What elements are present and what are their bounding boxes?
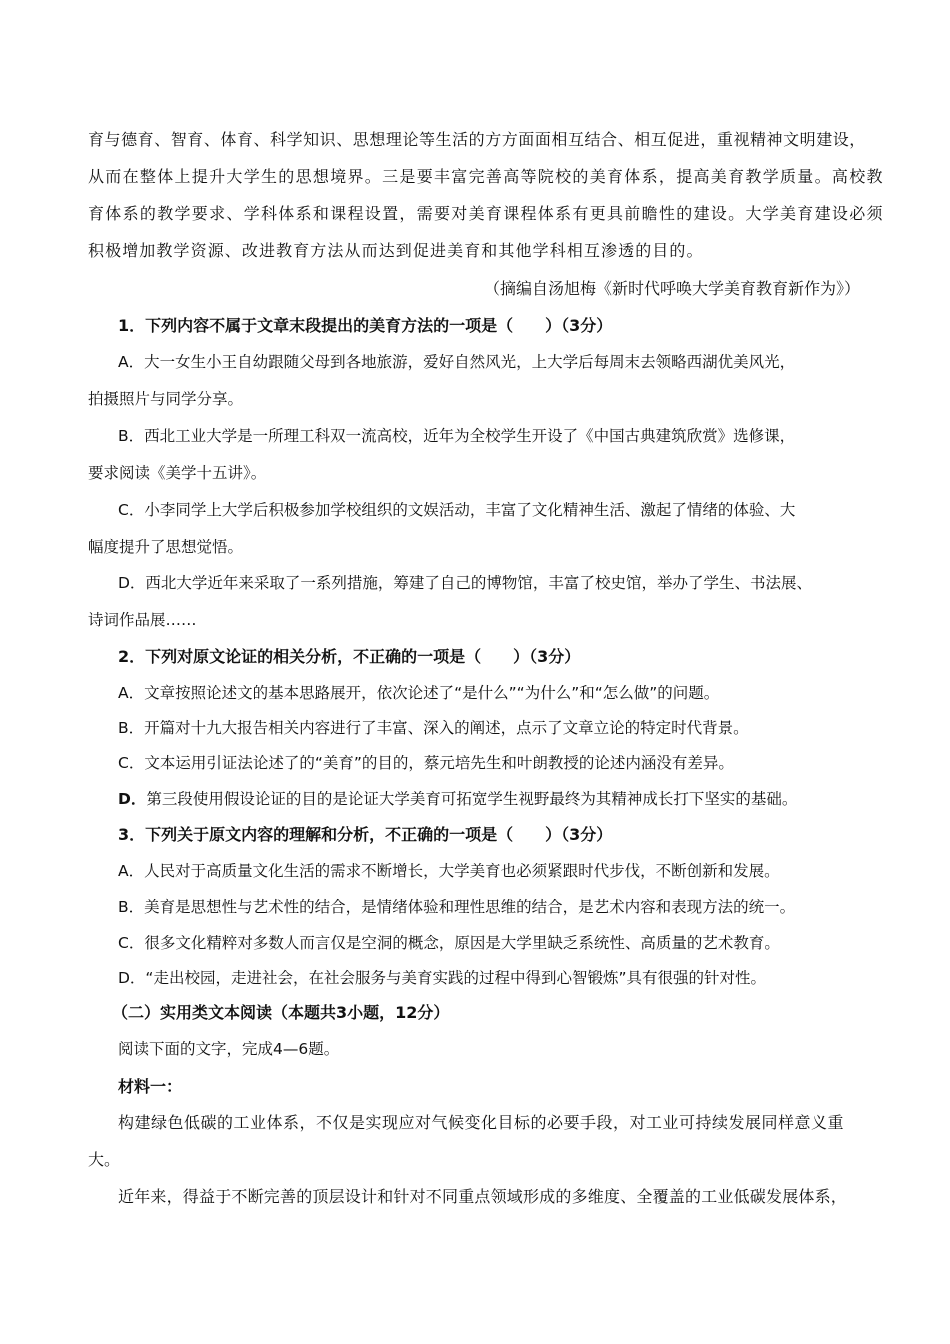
q3-option-a: A．人民对于高质量文化生活的需求不断增长，大学美育也必须紧跟时代步伐，不断创新和发展。 <box>118 862 780 880</box>
passage-line: 育体系的教学要求、学科体系和课程设置，需要对美育课程体系有更具前瞻性的建设。大学美育建设必须 <box>88 204 884 223</box>
q1-option-c-cont: 幅度提升了思想觉悟。 <box>88 538 244 556</box>
q3-option-b: B．美育是思想性与艺术性的结合，是情绪体验和理性思维的结合，是艺术内容和表现方法的统一。 <box>118 898 796 916</box>
material-paragraph-cont: 大。 <box>88 1150 121 1169</box>
question-3-stem: 3．下列关于原文内容的理解和分析，不正确的一项是（ ）（3分） <box>118 825 613 844</box>
source-citation: （摘编自汤旭梅《新时代呼唤大学美育教育新作为》） <box>483 279 860 298</box>
material-paragraph: 近年来，得益于不断完善的顶层设计和针对不同重点领域形成的多维度、全覆盖的工业低碳发展体系， <box>118 1187 848 1206</box>
q2-option-d-text: 第三段使用假设论证的目的是论证大学美育可拓宽学生视野最终为其精神成长打下坚实的基础。 <box>146 790 798 808</box>
q1-option-b-cont: 要求阅读《美学十五讲》。 <box>88 464 267 482</box>
passage-line: 积极增加教学资源、改进教育方法从而达到促进美育和其他学科相互渗透的目的。 <box>88 241 704 260</box>
passage-line: 从而在整体上提升大学生的思想境界。三是要丰富完善高等院校的美育体系，提高美育教学质量。高校教 <box>88 167 884 186</box>
q2-option-d <box>118 789 797 809</box>
q1-option-a-cont: 拍摄照片与同学分享。 <box>88 390 244 408</box>
section-instruction: 阅读下面的文字，完成4—6题。 <box>118 1040 340 1058</box>
passage-line: 育与德育、智育、体育、科学知识、思想理论等生活的方方面面相互结合、相互促进，重视精神文明建设， <box>88 130 866 149</box>
q2-option-c: C．文本运用引证法论述了的“美育”的目的，蔡元培先生和叶朗教授的论述内涵没有差异。 <box>118 754 734 772</box>
material-paragraph: 构建绿色低碳的工业体系，不仅是实现应对气候变化目标的必要手段，对工业可持续发展同样意义重 <box>118 1113 845 1132</box>
question-2-stem: 2．下列对原文论证的相关分析，不正确的一项是（ ）（3分） <box>118 647 581 666</box>
q2-option-b: B．开篇对十九大报告相关内容进行了丰富、深入的阐述，点示了文章立论的特定时代背景。 <box>118 719 749 737</box>
q1-option-c: C．小李同学上大学后积极参加学校组织的文娱活动，丰富了文化精神生活、激起了情绪的体验、大 <box>118 501 796 519</box>
q1-option-b: B．西北工业大学是一所理工科双一流高校，近年为全校学生开设了《中国古典建筑欣赏》选修课， <box>118 427 796 445</box>
question-1-stem: 1．下列内容不属于文章末段提出的美育方法的一项是（ ）（3分） <box>118 316 613 335</box>
q3-option-d: D．“走出校园，走进社会，在社会服务与美育实践的过程中得到心智锻炼”具有很强的针对性。 <box>118 969 766 987</box>
q3-option-c: C．很多文化精粹对多数人而言仅是空洞的概念，原因是大学里缺乏系统性、高质量的艺术教育。 <box>118 934 780 952</box>
section-heading: （二）实用类文本阅读（本题共3小题，12分） <box>112 1003 450 1022</box>
q2-option-d-label: D． <box>118 790 147 808</box>
q1-option-d-cont: 诗词作品展…… <box>88 611 197 629</box>
q1-option-a: A．大一女生小王自幼跟随父母到各地旅游，爱好自然风光，上大学后每周末去领略西湖优美风光， <box>118 353 796 371</box>
material-label: 材料一： <box>118 1077 183 1096</box>
q2-option-a: A．文章按照论述文的基本思路展开，依次论述了“是什么”“为什么”和“怎么做”的问题。 <box>118 684 720 702</box>
q1-option-d: D．西北大学近年来采取了一系列措施，筹建了自己的博物馆，丰富了校史馆，举办了学生、书法展、 <box>118 574 812 592</box>
